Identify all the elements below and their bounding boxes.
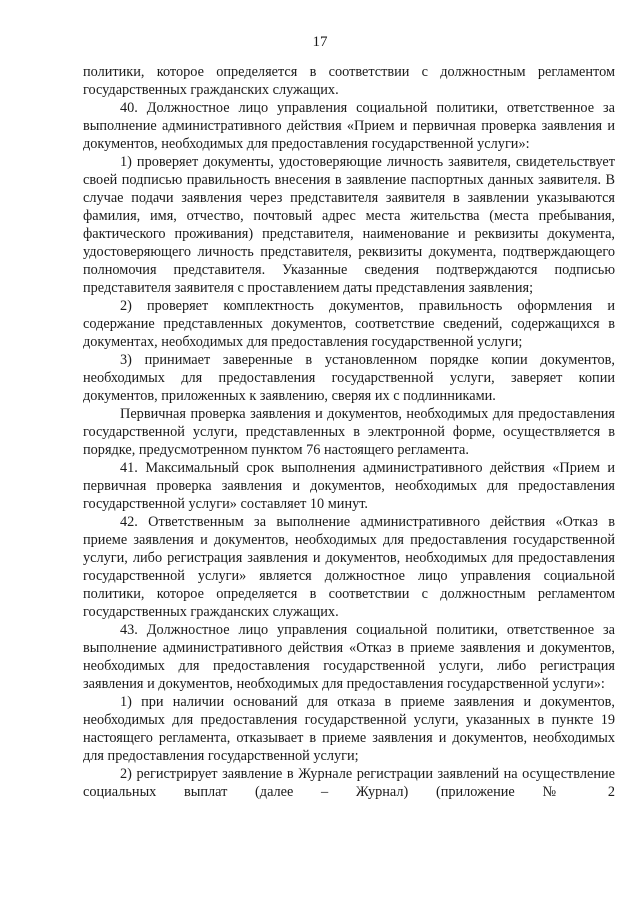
paragraph-subitem-1: 1) проверяет документы, удостоверяющие личность заявителя, свидетельствует своей подписью правильность внесения в заявление паспортных данных заявителя. В случае подачи заявления через представителя заявителя в заявлении указываются фамилия, имя, отчество, почтовый адрес места жительства (места пребывания, фактического проживания) представителя, наименование и реквизиты документа, удостоверяющего личность представителя, реквизиты документа, подтверждающего полномочия представителя. Указанные сведения подтверждаются подписью представителя заявителя с проставлением даты представления заявления;	[83, 154, 615, 296]
document-body	[83, 63, 615, 801]
paragraph-primary-check: Первичная проверка заявления и документов, необходимых для предоставления государственной услуги, представленных в электронной форме, осуществляется в порядке, предусмотренном пунктом 76 настоящего регламента.	[83, 406, 615, 458]
paragraph-item-40: 40. Должностное лицо управления социальной политики, ответственное за выполнение административного действия «Прием и первичная проверка заявления и документов, необходимых для предоставления государственной услуги»:	[83, 100, 615, 152]
paragraph-subitem-2: 2) проверяет комплектность документов, правильность оформления и содержание представленных документов, соответствие сведений, содержащихся в документах, необходимых для предоставления государственной услуги;	[83, 298, 615, 350]
paragraph-subitem-3: 3) принимает заверенные в установленном порядке копии документов, необходимых для предоставления государственной услуги, заверяет копии документов, приложенных к заявлению, сверяя их с подлинниками.	[83, 352, 615, 404]
paragraph-continuation: политики, которое определяется в соответствии с должностным регламентом государственных гражданских служащих.	[83, 64, 615, 98]
paragraph-item-43-subitem-2: 2) регистрирует заявление в Журнале регистрации заявлений на осуществление социальных выплат (далее – Журнал) (приложение № 2	[83, 766, 615, 800]
paragraph-item-41: 41. Максимальный срок выполнения административного действия «Прием и первичная проверка заявления и документов, необходимых для предоставления государственной услуги» составляет 10 минут.	[83, 460, 615, 512]
paragraph-item-42: 42. Ответственным за выполнение административного действия «Отказ в приеме заявления и документов, необходимых для предоставления государственной услуги, либо регистрация заявления и документов, необходимых для предоставления государственной услуги» является должностное лицо управления социальной политики, которое определяется в соответствии с должностным регламентом государственных гражданских служащих.	[83, 514, 615, 620]
paragraph-item-43-subitem-1: 1) при наличии оснований для отказа в приеме заявления и документов, необходимых для предоставления государственной услуги, указанных в пункте 19 настоящего регламента, отказывает в приеме заявления и документов, необходимых для предоставления государственной услуги;	[83, 694, 615, 764]
paragraph-item-43: 43. Должностное лицо управления социальной политики, ответственное за выполнение административного действия «Отказ в приеме заявления и документов, необходимых для предоставления государственной услуги, либо регистрация заявления и документов, необходимых для предоставления государственной услуги»:	[83, 622, 615, 692]
page-number: 17	[312, 34, 328, 50]
